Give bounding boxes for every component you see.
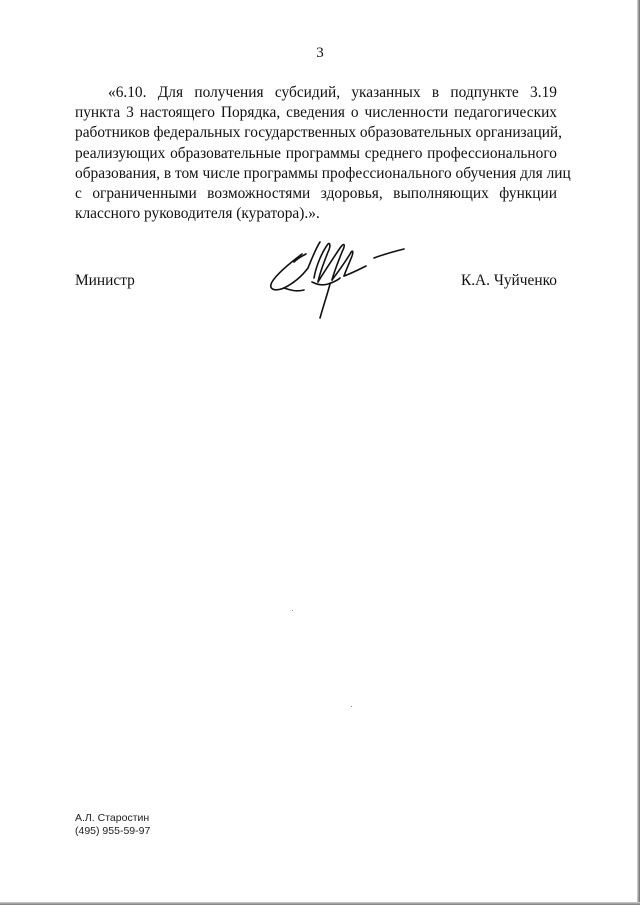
contact-name: А.Л. Старостин bbox=[75, 812, 150, 824]
contact-phone: (495) 955-59-97 bbox=[75, 825, 151, 837]
page-number: 3 bbox=[316, 45, 324, 61]
paragraph-line: работников федеральных государственных образовательных организаций, bbox=[75, 124, 563, 142]
contact-footer bbox=[75, 812, 150, 838]
paragraph-line: пункта 3 настоящего Порядка, сведения о численности педагогических bbox=[75, 104, 557, 122]
signer-position: Министр bbox=[75, 272, 135, 289]
scan-dust bbox=[292, 610, 293, 611]
paragraph-line: с ограниченными возможностями здоровья, выполняющих функции bbox=[75, 185, 557, 203]
paragraph-line: «6.10. Для получения субсидий, указанных в подпункте 3.19 bbox=[108, 84, 557, 101]
paragraph-line: образования, в том числе программы профессионального обучения для лиц bbox=[75, 164, 571, 182]
body-paragraph bbox=[75, 83, 571, 224]
handwritten-signature-icon bbox=[264, 232, 414, 322]
paragraph-line: реализующих образовательные программы среднего профессионального bbox=[75, 144, 557, 162]
paragraph-line: классного руководителя (куратора).». bbox=[75, 205, 320, 223]
scan-dust bbox=[351, 706, 352, 707]
signer-name: К.А. Чуйченко bbox=[460, 272, 557, 289]
